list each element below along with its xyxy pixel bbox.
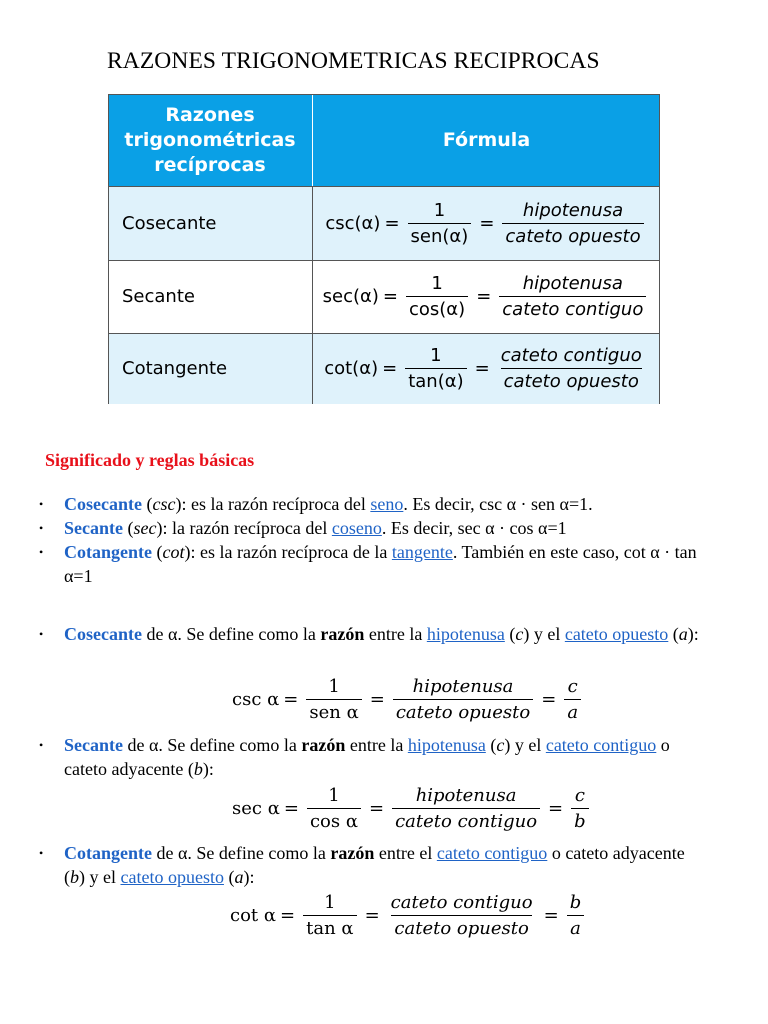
definition-text: de α. Se define como la xyxy=(122,735,302,755)
table-row-secant-formula: sec(α) = $\frac{1}{\cos(\alpha)}$ = $\frac{\text{hipotenusa}}{\text{cateto contiguo}}$ xyxy=(313,260,660,333)
table-divider xyxy=(108,333,660,334)
list-item: • Secante (sec): la razón recíproca del coseno. Es decir, sec α · cos α=1 xyxy=(39,518,567,538)
rule-text: . También en este caso, cot α · tan α=1 xyxy=(64,542,697,586)
page-title: RAZONES TRIGONOMETRICAS RECIPROCAS xyxy=(107,48,600,74)
formula-num: 1 xyxy=(430,345,442,366)
term: Cotangente xyxy=(64,843,152,863)
equation-num: 1 xyxy=(328,785,340,806)
table-header-ratios: Razones trigonométricas recíprocas xyxy=(108,94,313,186)
term-abbr: cot xyxy=(162,542,185,562)
reciprocal-ratios-table xyxy=(108,94,660,404)
variable: b xyxy=(193,759,203,779)
equation-den: cateto contiguo xyxy=(392,808,540,832)
link-cateto-opuesto[interactable]: cateto opuesto xyxy=(564,624,669,644)
formula-lhs: sec(α) xyxy=(322,286,379,307)
link-hipotenusa[interactable]: hipotenusa xyxy=(426,624,505,644)
formula-num: hipotenusa xyxy=(522,199,624,221)
variable: a xyxy=(678,624,688,644)
formula-lhs: csc(α) xyxy=(325,212,381,234)
definition-text: : xyxy=(693,624,699,644)
bullet-icon: • xyxy=(39,545,44,559)
equation-den: cateto opuesto xyxy=(391,915,531,939)
equation-secant: sec α = $\frac{1}{\text{cos α}}$ = $\frac{\text{hipotenusa}}{\text{cateto contiguo}}$ = $\frac{c}{b}$ xyxy=(232,785,593,832)
definition-text: ) y el xyxy=(79,867,121,887)
rules-list xyxy=(39,492,724,588)
definition-text: entre el xyxy=(374,843,437,863)
equation-lhs: cot α xyxy=(230,905,277,926)
list-item: • Cosecante de α. Se define como la razón entre la hipotenusa (c) y el cateto opuesto (a): xyxy=(39,624,699,644)
term: Cosecante xyxy=(64,624,142,644)
table-row-cotangent-label: Cotangente xyxy=(108,333,313,404)
table-divider xyxy=(108,260,660,261)
equation-lhs: csc α xyxy=(232,689,280,710)
list-item: • Cotangente de α. Se define como la razón entre el cateto contiguo o cateto adyacente (b) y el cateto opuesto (a): xyxy=(39,843,685,887)
equation-cosecant: csc α = $\frac{1}{\text{sen α}}$ = $\frac{\text{hipotenusa}}{\text{cateto opuesto}}$ = $\frac{c}{a}$ xyxy=(232,676,585,723)
formula-num: 1 xyxy=(431,273,443,294)
link-hipotenusa[interactable]: hipotenusa xyxy=(407,735,486,755)
equation-den: a xyxy=(564,699,581,723)
list-item: • Cosecante (csc): es la razón recíproca del seno. Es decir, csc α · sen α=1. xyxy=(39,494,593,514)
rule-text: . Es decir, csc α · sen α=1. xyxy=(403,494,593,514)
definition-text: ): xyxy=(202,759,214,779)
table-divider xyxy=(108,186,660,187)
list-item: • Cotangente (cot): es la razón recíproca de la tangente. También en este caso, cot α · tan α=1 xyxy=(39,542,697,586)
formula-den: cateto opuesto xyxy=(502,223,643,247)
rule-text: ): es la razón recíproca de la xyxy=(184,542,392,562)
table-row-cosecant-label: Cosecante xyxy=(108,186,313,260)
definition-secant xyxy=(39,733,704,781)
link-coseno[interactable]: coseno xyxy=(331,518,382,538)
definition-cosecant xyxy=(39,622,704,646)
equation-num: hipotenusa xyxy=(415,785,517,806)
variable: c xyxy=(496,735,505,755)
link-cateto-contiguo[interactable]: cateto contiguo xyxy=(545,735,657,755)
bullet-icon: • xyxy=(39,521,44,535)
rule-text: ): es la razón recíproca del xyxy=(175,494,371,514)
rule-text: . Es decir, sec α · cos α=1 xyxy=(381,518,567,538)
term-abbr: sec xyxy=(133,518,157,538)
equation-den: a xyxy=(567,915,584,939)
equation-num: 1 xyxy=(324,892,336,913)
definition-text: y el xyxy=(510,735,546,755)
link-tangente[interactable]: tangente xyxy=(391,542,453,562)
bold-word: razón xyxy=(330,843,375,863)
formula-den: tan(α) xyxy=(405,368,466,392)
equation-lhs: sec α xyxy=(232,798,280,819)
table-row-cotangent-formula: cot(α) = $\frac{1}{\tan(\alpha)}$ = $\frac{\text{cateto contiguo}}{\text{cateto opuesto}}$ xyxy=(313,333,660,404)
definition-text: entre la xyxy=(345,735,408,755)
definition-text: de α. Se define como la xyxy=(141,624,321,644)
equation-num: hipotenusa xyxy=(412,676,514,697)
variable: b xyxy=(70,867,79,887)
equation-den: cateto opuesto xyxy=(393,699,533,723)
equation-den: b xyxy=(571,808,589,832)
term: Cotangente xyxy=(64,542,152,562)
equation-num: c xyxy=(567,676,578,697)
equation-cotangent: cot α = $\frac{1}{\text{tan α}}$ = $\frac{\text{cateto contiguo}}{\text{cateto opuesto}}$ = $\frac{b}{a}$ xyxy=(230,892,588,939)
link-seno[interactable]: seno xyxy=(370,494,404,514)
formula-num: cateto contiguo xyxy=(500,345,642,366)
formula-den: cateto opuesto xyxy=(501,368,642,392)
equation-den: cos α xyxy=(307,808,361,832)
equation-num: 1 xyxy=(328,676,340,697)
list-item: • Secante de α. Se define como la razón entre la hipotenusa (c) y el cateto contiguo o cateto adyacente (b): xyxy=(39,735,670,779)
link-cateto-contiguo[interactable]: cateto contiguo xyxy=(436,843,548,863)
link-cateto-opuesto[interactable]: cateto opuesto xyxy=(120,867,224,887)
term: Cosecante xyxy=(64,494,142,514)
bold-word: razón xyxy=(320,624,365,644)
bullet-icon: • xyxy=(39,497,44,511)
rule-text: ): la razón recíproca del xyxy=(156,518,332,538)
formula-den: sen(α) xyxy=(408,223,472,247)
bold-word: razón xyxy=(301,735,346,755)
section-title: Significado y reglas básicas xyxy=(45,450,255,470)
bullet-icon: • xyxy=(39,846,44,860)
formula-lhs: cot(α) xyxy=(324,358,379,379)
definition-text: o cateto adyacente ( xyxy=(64,843,685,887)
definition-text: o cateto adyacente ( xyxy=(64,735,670,779)
equation-den: tan α xyxy=(303,915,356,939)
definition-text: entre la xyxy=(364,624,427,644)
variable: c xyxy=(515,624,524,644)
term: Secante xyxy=(64,518,123,538)
term-abbr: csc xyxy=(152,494,176,514)
formula-den: cos(α) xyxy=(406,296,468,320)
equation-num: cateto contiguo xyxy=(390,892,533,913)
bullet-icon: • xyxy=(39,627,44,641)
formula-den: cateto contiguo xyxy=(499,296,646,320)
equation-num: b xyxy=(569,892,582,913)
term: Secante xyxy=(64,735,123,755)
equation-den: sen α xyxy=(306,699,361,723)
formula-num: 1 xyxy=(433,199,446,221)
definition-text: de α. Se define como la xyxy=(152,843,331,863)
definition-cotangent xyxy=(39,841,704,889)
table-row-cosecant-formula: csc(α) = $\frac{1}{\text{sen(α)}}$ = $\frac{\text{hipotenusa}}{\text{cateto opuesto}}$ xyxy=(313,186,660,260)
equation-num: c xyxy=(574,785,585,806)
definition-text: y el xyxy=(529,624,565,644)
table-row-secant-label: Secante xyxy=(108,260,313,333)
bullet-icon: • xyxy=(39,738,44,752)
formula-num: hipotenusa xyxy=(522,273,623,294)
variable: a xyxy=(234,867,244,887)
table-header-formula: Fórmula xyxy=(313,94,660,186)
definition-text: : xyxy=(249,867,255,887)
